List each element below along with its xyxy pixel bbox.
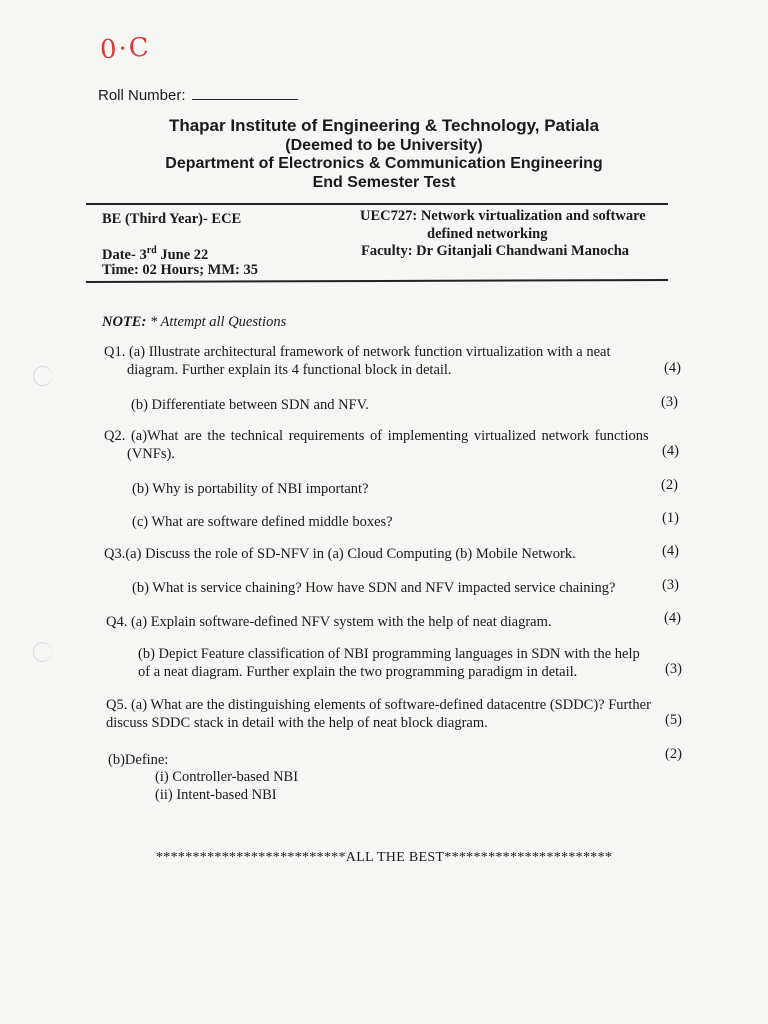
q2a-line2: (VNFs).: [127, 446, 175, 462]
program: BE (Third Year)- ECE: [102, 211, 242, 227]
roll-number-blank: [192, 87, 298, 100]
q1a-line2: diagram. Further explain its 4 functional block in detail.: [127, 362, 452, 378]
q4b-marks: (3): [665, 661, 682, 677]
punch-hole-mark: [33, 366, 52, 386]
q3b-marks: (3): [662, 577, 679, 593]
q2b: (b) Why is portability of NBI important?: [132, 481, 369, 497]
faculty-name: Faculty: Dr Gitanjali Chandwani Manocha: [361, 243, 630, 259]
note-text: * Attempt all Questions: [146, 314, 287, 330]
q5a-line2: discuss SDDC stack in detail with the help of neat block diagram.: [106, 715, 488, 731]
q5b: (b)Define:: [108, 752, 169, 768]
q4a: Q4. (a) Explain software-defined NFV system with the help of neat diagram.: [106, 614, 552, 630]
punch-hole-mark: [33, 642, 52, 662]
q1b: (b) Differentiate between SDN and NFV.: [131, 397, 369, 413]
institute-name: Thapar Institute of Engineering & Technology, Patiala: [168, 116, 600, 135]
q5b-i: (i) Controller-based NBI: [155, 769, 299, 785]
university-status: (Deemed to be University): [285, 137, 483, 154]
q4a-marks: (4): [664, 610, 681, 626]
course-title-line1: UEC727: Network virtualization and software: [360, 208, 646, 224]
q2c: (c) What are software defined middle boxes?: [132, 514, 393, 530]
top-divider: [86, 203, 668, 205]
bottom-divider: [86, 279, 668, 283]
course-title-line2: defined networking: [427, 226, 548, 242]
q3a: Q3.(a) Discuss the role of SD-NFV in (a) Cloud Computing (b) Mobile Network.: [104, 546, 576, 562]
test-name: End Semester Test: [312, 174, 456, 191]
q1a-line1: Q1. (a) Illustrate architectural framework of network function virtualization with a neat: [104, 344, 611, 360]
q2a-marks: (4): [662, 443, 679, 459]
q5b-ii: (ii) Intent-based NBI: [155, 787, 277, 803]
exam-time-marks: Time: 02 Hours; MM: 35: [102, 262, 258, 278]
q5a-line1: Q5. (a) What are the distinguishing elements of software-defined datacentre (SDDC)? Further: [106, 697, 651, 713]
q3a-marks: (4): [662, 543, 679, 559]
roll-number-label: Roll Number:: [98, 87, 186, 104]
closing-message: **************************ALL THE BEST***********************: [156, 850, 613, 865]
note: [102, 314, 286, 331]
q2a-line1: Q2. (a)What are the technical requirements of implementing virtualized network functions: [104, 428, 649, 444]
department-name: Department of Electronics & Communication Engineering: [165, 155, 603, 172]
roll-number-field: [98, 87, 298, 104]
q1b-marks: (3): [661, 394, 678, 410]
q2c-marks: (1): [662, 510, 679, 526]
q1a-marks: (4): [664, 360, 681, 376]
handwritten-annotation: 0·C: [99, 32, 152, 66]
q4b-line2: of a neat diagram. Further explain the two programming paradigm in detail.: [138, 664, 578, 680]
q5a-marks: (5): [665, 712, 682, 728]
q5b-marks: (2): [665, 746, 682, 762]
q4b-line1: (b) Depict Feature classification of NBI programming languages in SDN with the help: [138, 646, 640, 662]
exam-date: Date- 3rd June 22: [102, 245, 209, 263]
note-label: NOTE:: [102, 314, 147, 330]
q2b-marks: (2): [661, 477, 678, 493]
q3b: (b) What is service chaining? How have SDN and NFV impacted service chaining?: [132, 580, 616, 596]
